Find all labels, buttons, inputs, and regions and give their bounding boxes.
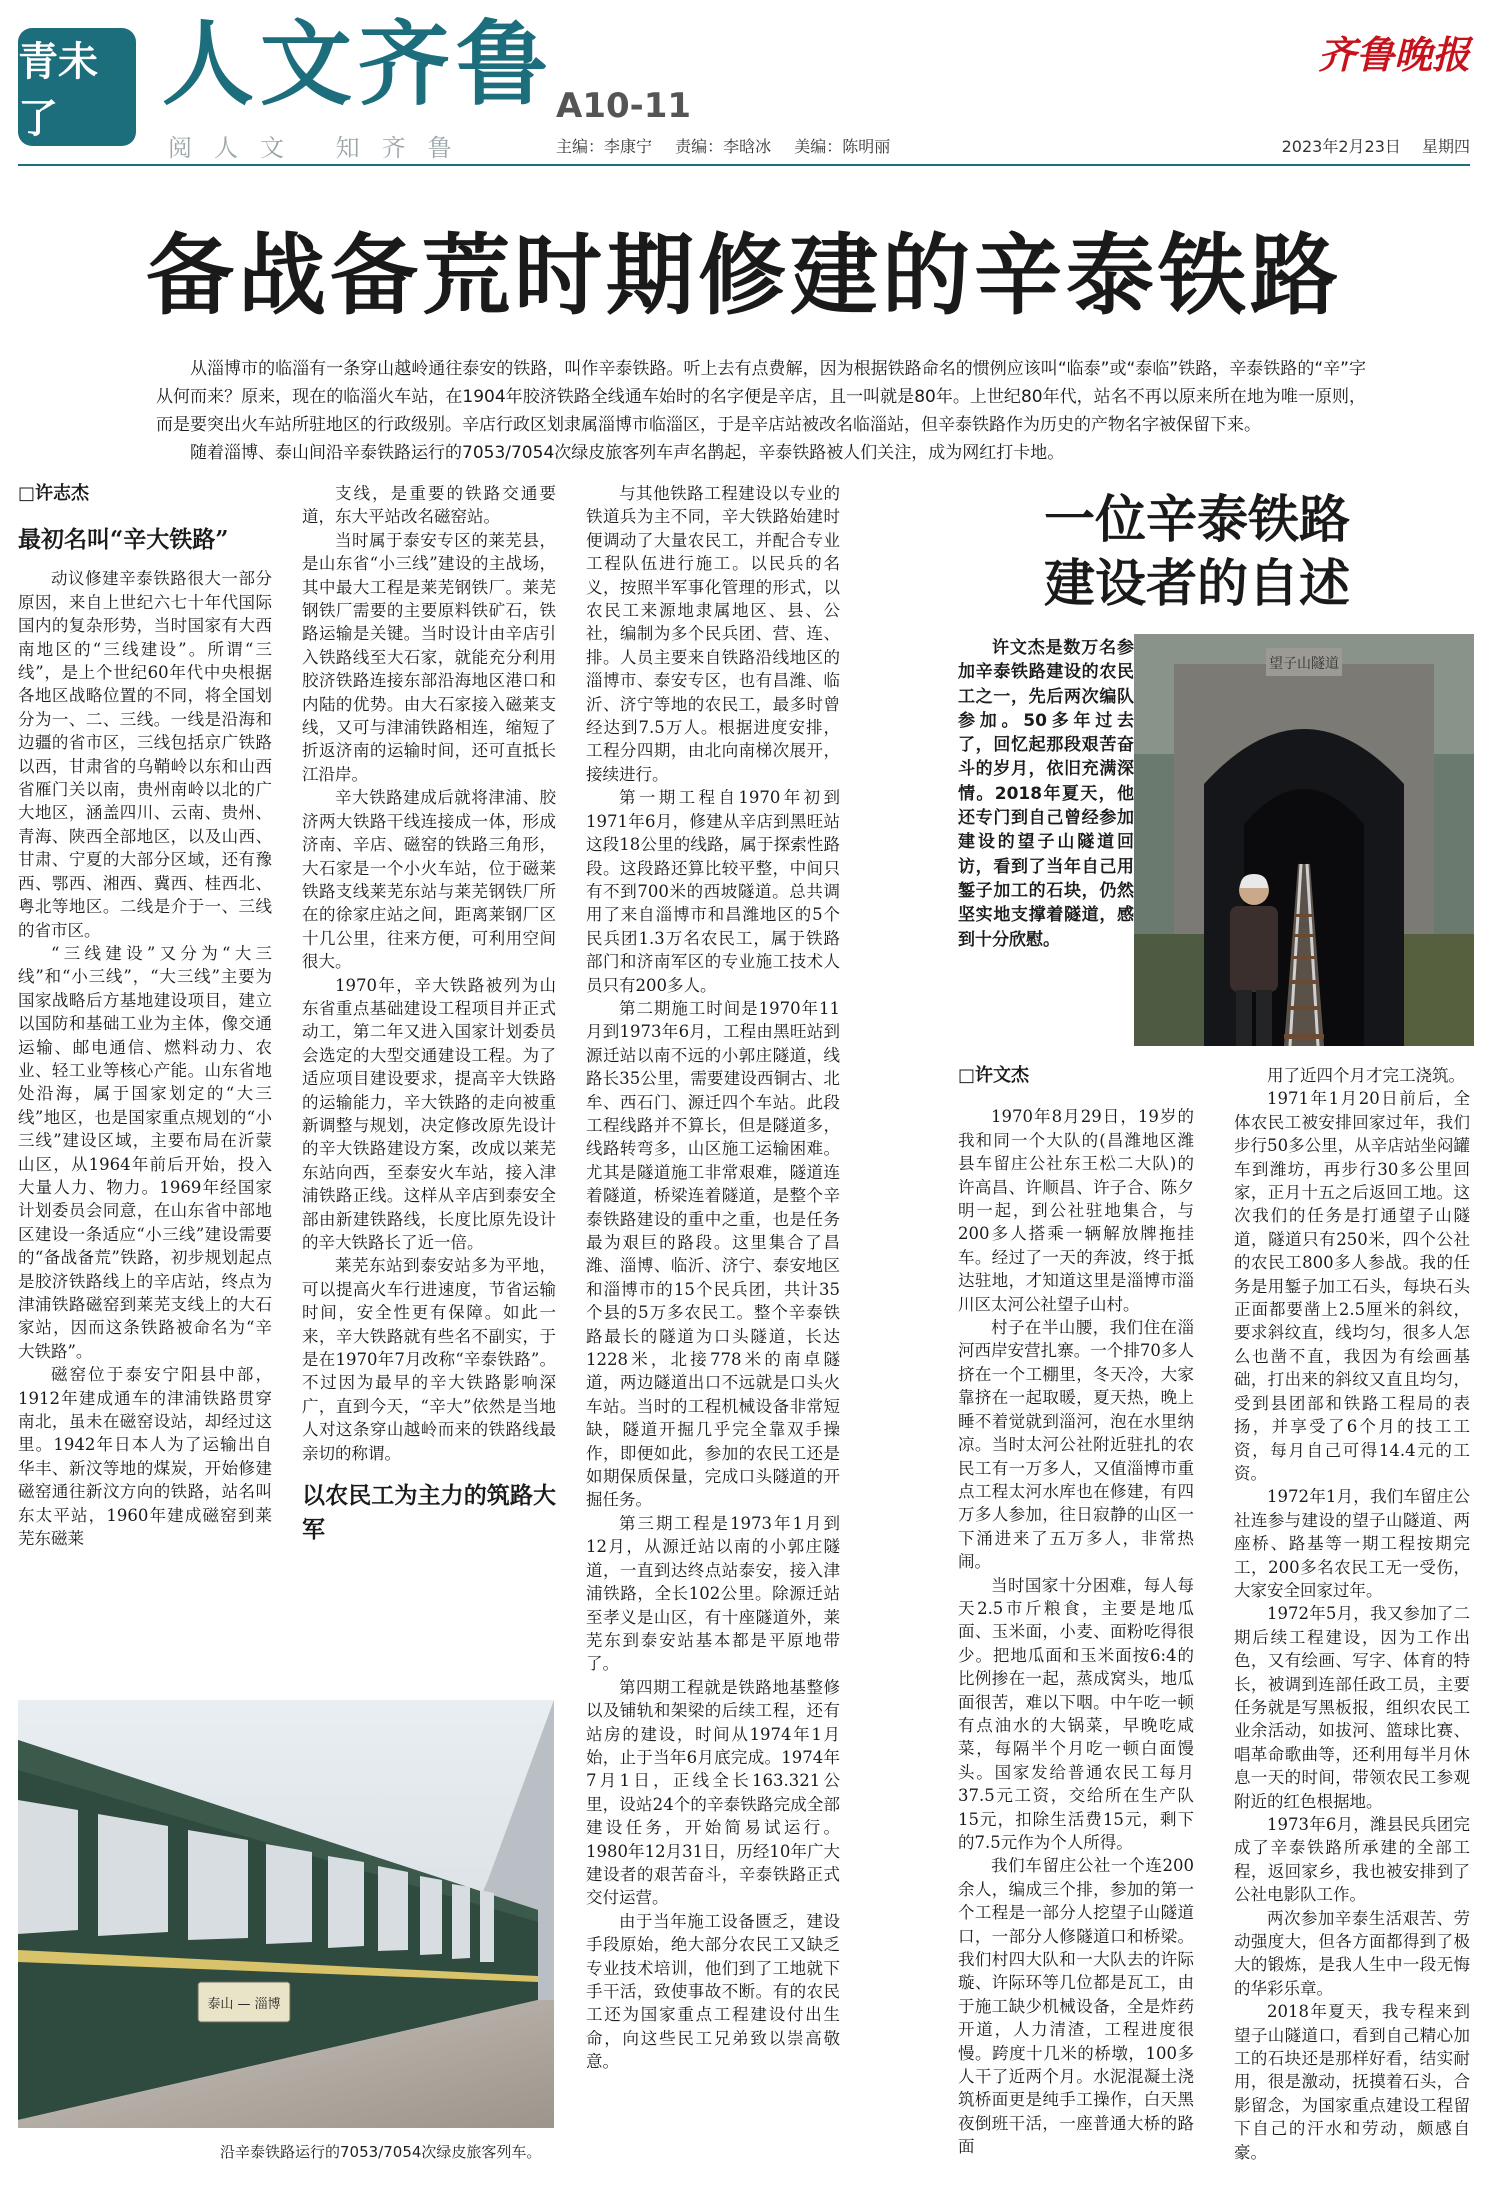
section-logo: 青未了: [18, 28, 136, 146]
body-paragraph: 第四期工程就是铁路地基整修以及铺轨和架梁的后续工程，还有站房的建设，时间从1974年1月始，止于当年6月底完成。1974年7月1日，正线全长163.321公里，设站24个的辛泰铁路完成全部建设任务，开始简易试运行。1980年12月31日，历经10年广大建设者的艰苦奋斗，辛泰铁路正式交付运营。: [586, 1677, 840, 1908]
lede-paragraph: 从淄博市的临淄有一条穿山越岭通往泰安的铁路，叫作辛泰铁路。听上去有点费解，因为根据铁路命名的惯例应该叫“临泰”或“泰临”铁路，辛泰铁路的“辛”字从何而来？原来，现在的临淄火车站，在1904年胶济铁路全线通车始时的名字便是辛店，且一叫就是80年。上世纪80年代，站名不再以原来所在地为唯一原则，而是要突出火车站所驻地区的行政级别。辛店行政区划隶属淄博市临淄区，于是辛店站被改名临淄站，但辛泰铁路作为历史的产物名字被保留下来。: [156, 359, 1366, 435]
tunnel-sign: 望子山隧道: [1269, 656, 1339, 672]
subhead-origin-name: 最初名叫“辛大铁路”: [18, 526, 229, 554]
side-article-intro: [958, 636, 1134, 1036]
body-paragraph: 村子在半山腰，我们住在淄河西岸安营扎寨。一个排70多人挤在一个工棚里，冬天冷，大家靠挤在一起取暖，夏天热，晚上睡不着觉就到淄河，泡在水里纳凉。当时太河公社附近驻扎的农民工有一万多人，又值淄博市重点工程太河水库也在修建，有四万多人参加，往日寂静的山区一下涌进来了五万多人，非常热闹。: [958, 1318, 1194, 1572]
art-editor: 美编：陈明丽: [794, 137, 891, 156]
body-paragraph: 1973年6月，潍县民兵团完成了辛泰铁路所承建的全部工程，返回家乡，我也被安排到了公社电影队工作。: [1234, 1815, 1470, 1905]
tunnel-photo: [1134, 634, 1474, 1046]
responsible-editor: 责编：李晗冰: [675, 137, 772, 156]
body-paragraph: 辛大铁路建成后就将津浦、胶济两大铁路干线连接成一体，形成济南、辛店、磁窑的铁路三角形，大石家是一个小火车站，位于磁莱铁路支线莱芜东站与莱芜钢铁厂所在的徐家庄站之间，距离莱钢厂区十几公里，往来方便，可利用空间很大。: [302, 788, 556, 972]
green-train-image: [18, 1700, 554, 2128]
body-paragraph: 莱芜东站到泰安站多为平地，可以提高火车行进速度，节省运输时间，安全性更有保障。如此一来，辛大铁路就有些名不副实，于是在1970年7月改称“辛泰铁路”。不过因为最早的辛大铁路影响深广，直到今天，“辛大”依然是当地人对这条穿山越岭而来的铁路线最亲切的称谓。: [302, 1256, 556, 1463]
lede: [156, 355, 1366, 467]
side-article-title: [1044, 488, 1350, 616]
body-paragraph: 1972年5月，我又参加了二期后续工程建设，因为工作出色，又有绘画、写字、体育的特长，被调到连部任政工员，主要任务就是写黑板报，组织农民工业余活动，如拔河、篮球比赛、唱革命歌曲等，还利用每半月休息一天的时间，带领农民工参观附近的红色根据地。: [1234, 1604, 1470, 1811]
body-paragraph: “三线建设”又分为“大三线”和“小三线”，“大三线”主要为国家战略后方基地建设项目，建立以国防和基础工业为主体，像交通运输、邮电通信、燃料动力、农业、轻工业等核心产能。山东省地处沿海，属于国家划定的“大三线”地区，也是国家重点规划的“小三线”建设区域，主要布局在沂蒙山区，从1964年前后开始，投入大量人力、物力。1969年经国家计划委员会同意，在山东省中部地区建设一条适应“小三线”建设需要的“备战备荒”铁路，初步规划起点是胶济铁路线上的辛店站，终点为津浦铁路磁窑到莱芜支线上的大石家站，因而这条铁路被命名为“辛大铁路”。: [18, 943, 272, 1361]
body-paragraph: 1971年1月20日前后，全体农民工被安排回家过年，我们步行50多公里，从辛店站坐闷罐车到潍坊，再步行30多公里回家，正月十五之后返回工地。这次我们的任务是打通望子山隧道，隧道只有250米，四个公社的农民工800多人参战。我的任务是用錾子加工石头，每块石头正面都要凿上2.5厘米的斜纹，要求斜纹直，线均匀，很多人怎么也凿不直，我因为有绘画基础，打出来的斜纹又直且均匀，受到县团部和铁路工程局的表扬，并享受了6个月的技工工资，每月自己可得14.4元的工资。: [1234, 1089, 1470, 1483]
main-article-column-2: [302, 482, 556, 1668]
body-paragraph: 支线，是重要的铁路交通要道，东大平站改名磁窑站。: [302, 484, 556, 527]
body-paragraph: 动议修建辛泰铁路很大一部分原因，来自上世纪六七十年代国际国内的复杂形势，当时国家有大西南地区的“三线建设”。所谓“三线”，是上个世纪60年代中央根据各地区战略位置的不同，将全国划分为一、二、三线。一线是沿海和边疆的省市区，三线包括京广铁路以西，甘肃省的乌鞘岭以东和山西省雁门关以南，贵州南岭以北的广大地区，涵盖四川、云南、贵州、青海、陕西全部地区，以及山西、甘肃、宁夏的大部分区域，还有豫西、鄂西、湘西、冀西、桂西北、粤北等地区。二线是介于一、三线的省市区。: [18, 569, 272, 940]
body-paragraph: 我们车留庄公社一个连200余人，编成三个排，参加的第一个工程是一部分人挖望子山隧道口，一部分人修隧道口和桥梁。我们村四大队和一大队去的许际璇、许际环等几位都是瓦工，由于施工缺少机械设备，全是炸药开道，人力清渣，工程进度很慢。跨度十几米的桥墩，100多人干了近两个月。水泥混凝土浇筑桥面更是纯手工操作，白天黑夜倒班干活，一座普通大桥的路面: [958, 1856, 1194, 2157]
body-paragraph: 1970年，辛大铁路被列为山东省重点基础建设工程项目并正式动工，第二年又进入国家计划委员会选定的大型交通建设工程。为了适应项目建设要求，提高辛大铁路的运输能力，辛大铁路的走向被重新调整与规划，决定修改原先设计的辛大铁路建设方案，改成以莱芜东站向西，至泰安火车站，接入津浦铁路正线。这样从辛店到泰安全部由新建铁路线，长度比原先设计的辛大铁路长了近一倍。: [302, 975, 556, 1252]
newspaper-logo: 齐鲁晚报: [1317, 32, 1470, 77]
weekday-text: 星期四: [1421, 137, 1470, 156]
body-paragraph: 磁窑位于泰安宁阳县中部，1912年建成通车的津浦铁路贯穿南北，虽未在磁窑设站，却经过这里。1942年日本人为了运输出自华丰、新汶等地的煤炭，开始修建磁窑通往新汶方向的铁路，站名叫东太平站，1960年建成磁窑到莱芜东磁莱: [18, 1365, 272, 1549]
body-paragraph: 第一期工程自1970年初到1971年6月，修建从辛店到黑旺站这段18公里的线路，属于探索性路段。这段路还算比较平整，中间只有不到700米的西坡隧道。总共调用了来自淄博市和昌潍地区的5个民兵团1.3万名农民工，属于铁路部门和济南军区的专业施工技术人员只有200多人。: [586, 788, 840, 995]
body-paragraph: 1972年1月，我们车留庄公社连参与建设的望子山隧道、两座桥、路基等一期工程按期完工，200多名农民工无一受伤，大家安全回家过年。: [1234, 1487, 1470, 1600]
body-paragraph: 第三期工程是1973年1月到12月，从源迁站以南的小郭庄隧道，一直到达终点站泰安，接入津浦铁路，全长102公里。除源迁站至孝义是山区，有十座隧道外，莱芜东到泰安站基本都是平原地带了。: [586, 1513, 840, 1674]
main-byline: □许志杰: [18, 483, 90, 504]
issue-date: [1266, 134, 1470, 157]
section-subtitle: 阅人文 知齐鲁: [168, 134, 474, 162]
body-paragraph: 用了近四个月才完工浇筑。: [1267, 1066, 1465, 1085]
body-paragraph: 与其他铁路工程建设以专业的铁道兵为主不同，辛大铁路始建时便调动了大量农民工，并配合专业工程队伍进行施工。以民兵的名义，按照半军事化管理的形式，以农民工来源地隶属地区、县、公社，编制为多个民兵团、营、连、排。人员主要来自铁路沿线地区的淄博市、泰安专区，也有昌潍、临沂、济宁等地的农民工，最多时曾经达到7.5万人。根据进度安排，工程分四期，由北向南梯次展开，接续进行。: [586, 484, 840, 784]
editor-credits: [556, 134, 908, 157]
masthead-rule: [18, 164, 1470, 166]
body-paragraph: 当时国家十分困难，每人每天2.5市斤粮食，主要是地瓜面、玉米面，小麦、面粉吃得很少。把地瓜面和玉米面按6:4的比例掺在一起，蒸成窝头，地瓜面很苦，难以下咽。中午吃一顿有点油水的大锅菜，早晚吃咸菜，每隔半个月吃一顿白面馒头。国家发给普通农民工每月37.5元工资，交给所在生产队15元，扣除生活费15元，剩下的7.5元作为个人所得。: [958, 1575, 1194, 1852]
train-photo-caption: 沿辛泰铁路运行的7053/7054次绿皮旅客列车。: [220, 2143, 542, 2161]
subhead-migrant-workers: 以农民工为主力的筑路大军: [302, 1482, 556, 1544]
tunnel-portrait-image: [1134, 634, 1474, 1046]
chief-editor: 主编：李康宁: [556, 137, 653, 156]
date-text: 2023年2月23日: [1281, 137, 1401, 156]
page-number: A10-11: [556, 86, 692, 126]
intro-paragraph: 许文杰是数万名参加辛泰铁路建设的农民工之一，先后两次编队参加。50多年过去了，回忆起那段艰苦奋斗的岁月，依旧充满深情。2018年夏天，他还专门到自己曾经参加建设的望子山隧道回访，看到了当年自己用錾子加工的石块，仍然坚实地支撑着隧道，感到十分欣慰。: [958, 638, 1134, 950]
side-article-column-1: [958, 1064, 1194, 2176]
main-article-column-3: [586, 482, 840, 2168]
body-paragraph: 由于当年施工设备匮乏，建设手段原始，绝大部分农民工又缺乏专业技术培训，他们到了工地就下手干活，致使事故不断。有的农民工还为国家重点工程建设付出生命，向这些民工兄弟致以崇高敬意。: [586, 1911, 840, 2072]
train-photo: [18, 1700, 554, 2128]
page-headline: 备战备荒时期修建的辛泰铁路: [145, 223, 1342, 327]
body-paragraph: 两次参加辛泰生活艰苦、劳动强度大，但各方面都得到了极大的锻炼，是我人生中一段无悔的华彩乐章。: [1234, 1908, 1470, 1998]
masthead: [0, 0, 1488, 175]
main-article-column-1: [18, 482, 272, 1662]
side-byline: □许文杰: [958, 1065, 1030, 1086]
lede-paragraph: 随着淄博、泰山间沿辛泰铁路运行的7053/7054次绿皮旅客列车声名鹊起，辛泰铁路被人们关注，成为网红打卡地。: [190, 443, 1065, 463]
body-paragraph: 第二期施工时间是1970年11月到1973年6月，工程由黑旺站到源迁站以南不远的小郭庄隧道，线路长35公里，需要建设西铜古、北牟、西石门、源迁四个车站。此段工程线路并不算长，但是隧道多，线路转弯多，山区施工运输困难。尤其是隧道施工非常艰难，隧道连着隧道，桥梁连着隧道，是整个辛泰铁路建设的重中之重，也是任务最为艰巨的路段。这里集合了昌潍、淄博、临沂、济宁、泰安地区和淄博市的15个民兵团，共计35个县的5万多农民工。整个辛泰铁路最长的隧道为口头隧道，长达1228米，北接778米的南卓隧道，两边隧道出口不远就是口头火车站。当时的工程机械设备非常短缺，隧道开掘几乎完全靠双手操作，即便如此，参加的农民工还是如期保质保量，完成口头隧道的开掘任务。: [586, 998, 840, 1510]
side-title-line-2: 建设者的自述: [1044, 554, 1351, 614]
side-article-column-2: [1234, 1064, 1470, 2176]
train-destination-plate: 泰山 — 淄博: [207, 1997, 281, 2012]
body-paragraph: 当时属于泰安专区的莱芜县，是山东省“小三线”建设的主战场，其中最大工程是莱芜钢铁厂。莱芜钢铁厂需要的主要原料铁矿石，铁路运输是关键。当时设计由辛店引入铁路线至大石家，就能充分利用胶济铁路连接东部沿海地区港口和内陆的优势。由大石家接入磁莱支线，又可与津浦铁路相连，缩短了折返济南的运输时间，还可直抵长江沿岸。: [302, 530, 556, 784]
body-paragraph: 2018年夏天，我专程来到望子山隧道口，看到自己精心加工的石块还是那样好看，结实耐用，很是激动，抚摸着石头，合影留念，为国家重点建设工程留下自己的汗水和劳动，颇感自豪。: [1234, 2002, 1470, 2162]
body-paragraph: 1970年8月29日，19岁的我和同一个大队的(昌潍地区潍县车留庄公社东王松二大队)的许高昌、许顺昌、许子合、陈夕明一起，到公社驻地集合，与200多人搭乘一辆解放牌拖挂车。经过了一天的奔波，终于抵达驻地，才知道这里是淄博市淄川区太河公社望子山村。: [958, 1107, 1194, 1314]
section-title: 人文齐鲁: [162, 10, 555, 118]
side-title-line-1: 一位辛泰铁路: [1044, 490, 1351, 550]
